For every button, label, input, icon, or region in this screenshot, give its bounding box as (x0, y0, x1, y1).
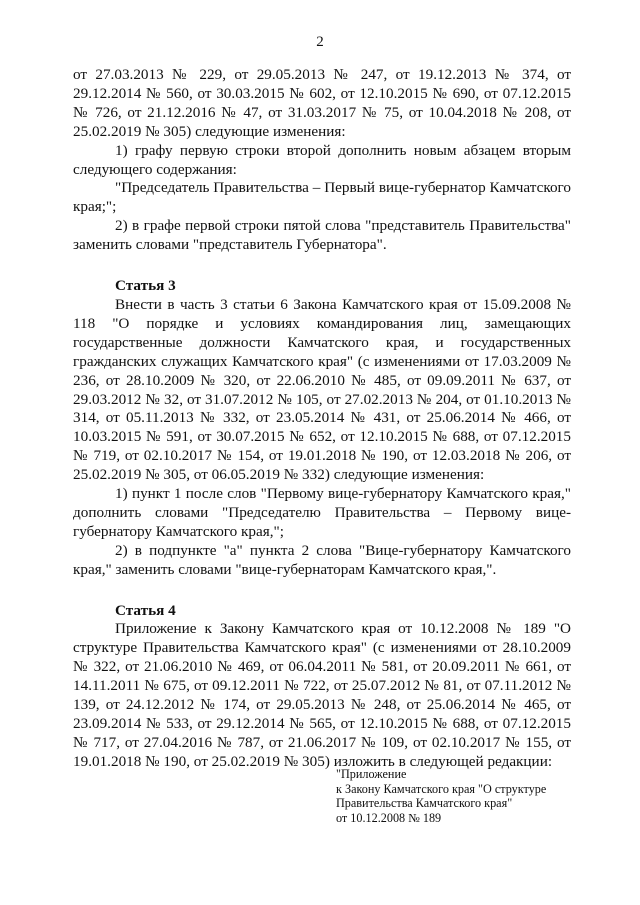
document-body (73, 66, 571, 772)
intro-quote: "Председатель Правительства – Первый вице-губернатор Камчатского края;"; (73, 179, 571, 216)
page-number: 2 (316, 34, 324, 50)
article-3-item-1: 1) пункт 1 после слов "Первому вице-губернатору Камчатского края," дополнить словами "Председателю Правительства – Первому вице-губернатору Камчатского края,"; (73, 485, 571, 540)
intro-item-2: 2) в графе первой строки пятой слова "представитель Правительства" заменить словами "представитель Губернатора". (73, 217, 571, 254)
article-3-item-2: 2) в подпункте "а" пункта 2 слова "Вице-губернатору Камчатского края," заменить словами "вице-губернаторам Камчатского края,". (73, 541, 571, 578)
article-4-title: Статья 4 (115, 601, 176, 619)
appendix-line-4: от 10.12.2008 № 189 (336, 810, 442, 825)
intro-item-1: 1) графу первую строки второй дополнить новым абзацем вторым следующего содержания: (73, 141, 571, 178)
article-3-title: Статья 3 (115, 277, 176, 295)
appendix-line-3: Правительства Камчатского края" (336, 796, 513, 811)
appendix-heading (336, 767, 596, 825)
article-3-paragraph: Внести в часть 3 статьи 6 Закона Камчатского края от 15.09.2008 № 118 "О порядке и условиях командирования лиц, замещающих государственные должности Камчатского края, и государственных гражданских служащих Камчатского края" (с изменениями от 17.03.2009 № 236, от 28.10.2009 № 320, от 22.06.2010 № 485, от 09.09.2011 № 637, от 29.03.2012 № 32, от 31.07.2012 № 105, от 27.02.2013 № 204, от 01.10.2013 № 314, от 05.11.2013 № 332, от 23.05.2014 № 431, от 25.06.2014 № 466, от 10.03.2015 № 591, от 30.07.2015 № 652, от 12.10.2015 № 688, от 07.12.2015 № 719, от 02.10.2017 № 154, от 19.01.2018 № 190, от 12.03.2018 № 206, от 25.02.2019 № 305, от 06.05.2019 № 332) следующие изменения: (73, 295, 571, 484)
appendix-line-1: "Приложение (336, 767, 407, 781)
intro-paragraph: от 27.03.2013 № 229, от 29.05.2013 № 247, от 19.12.2013 № 374, от 29.12.2014 № 560, от 30.03.2015 № 602, от 12.10.2015 № 690, от 07.12.2015 № 726, от 21.12.2016 № 47, от 31.03.2017 № 75, от 10.04.2018 № 208, от 25.02.2019 № 305) следующие изменения: (73, 66, 571, 140)
appendix-line-2: к Закону Камчатского края "О структуре (336, 781, 547, 796)
article-4-paragraph: Приложение к Закону Камчатского края от 10.12.2008 № 189 "О структуре Правительства Камчатского края" (с изменениями от 28.10.2009 № 322, от 21.06.2010 № 469, от 06.04.2011 № 581, от 20.09.2011 № 661, от 14.11.2011 № 675, от 09.12.2011 № 722, от 25.07.2012 № 81, от 07.11.2012 № 139, от 24.12.2012 № 174, от 29.05.2013 № 248, от 25.06.2014 № 465, от 23.09.2014 № 533, от 29.12.2014 № 565, от 12.10.2015 № 688, от 07.12.2015 № 717, от 27.04.2016 № 787, от 21.06.2017 № 109, от 02.10.2017 № 155, от 19.01.2018 № 190, от 25.02.2019 № 305) изложить в следующей редакции: (73, 620, 571, 770)
